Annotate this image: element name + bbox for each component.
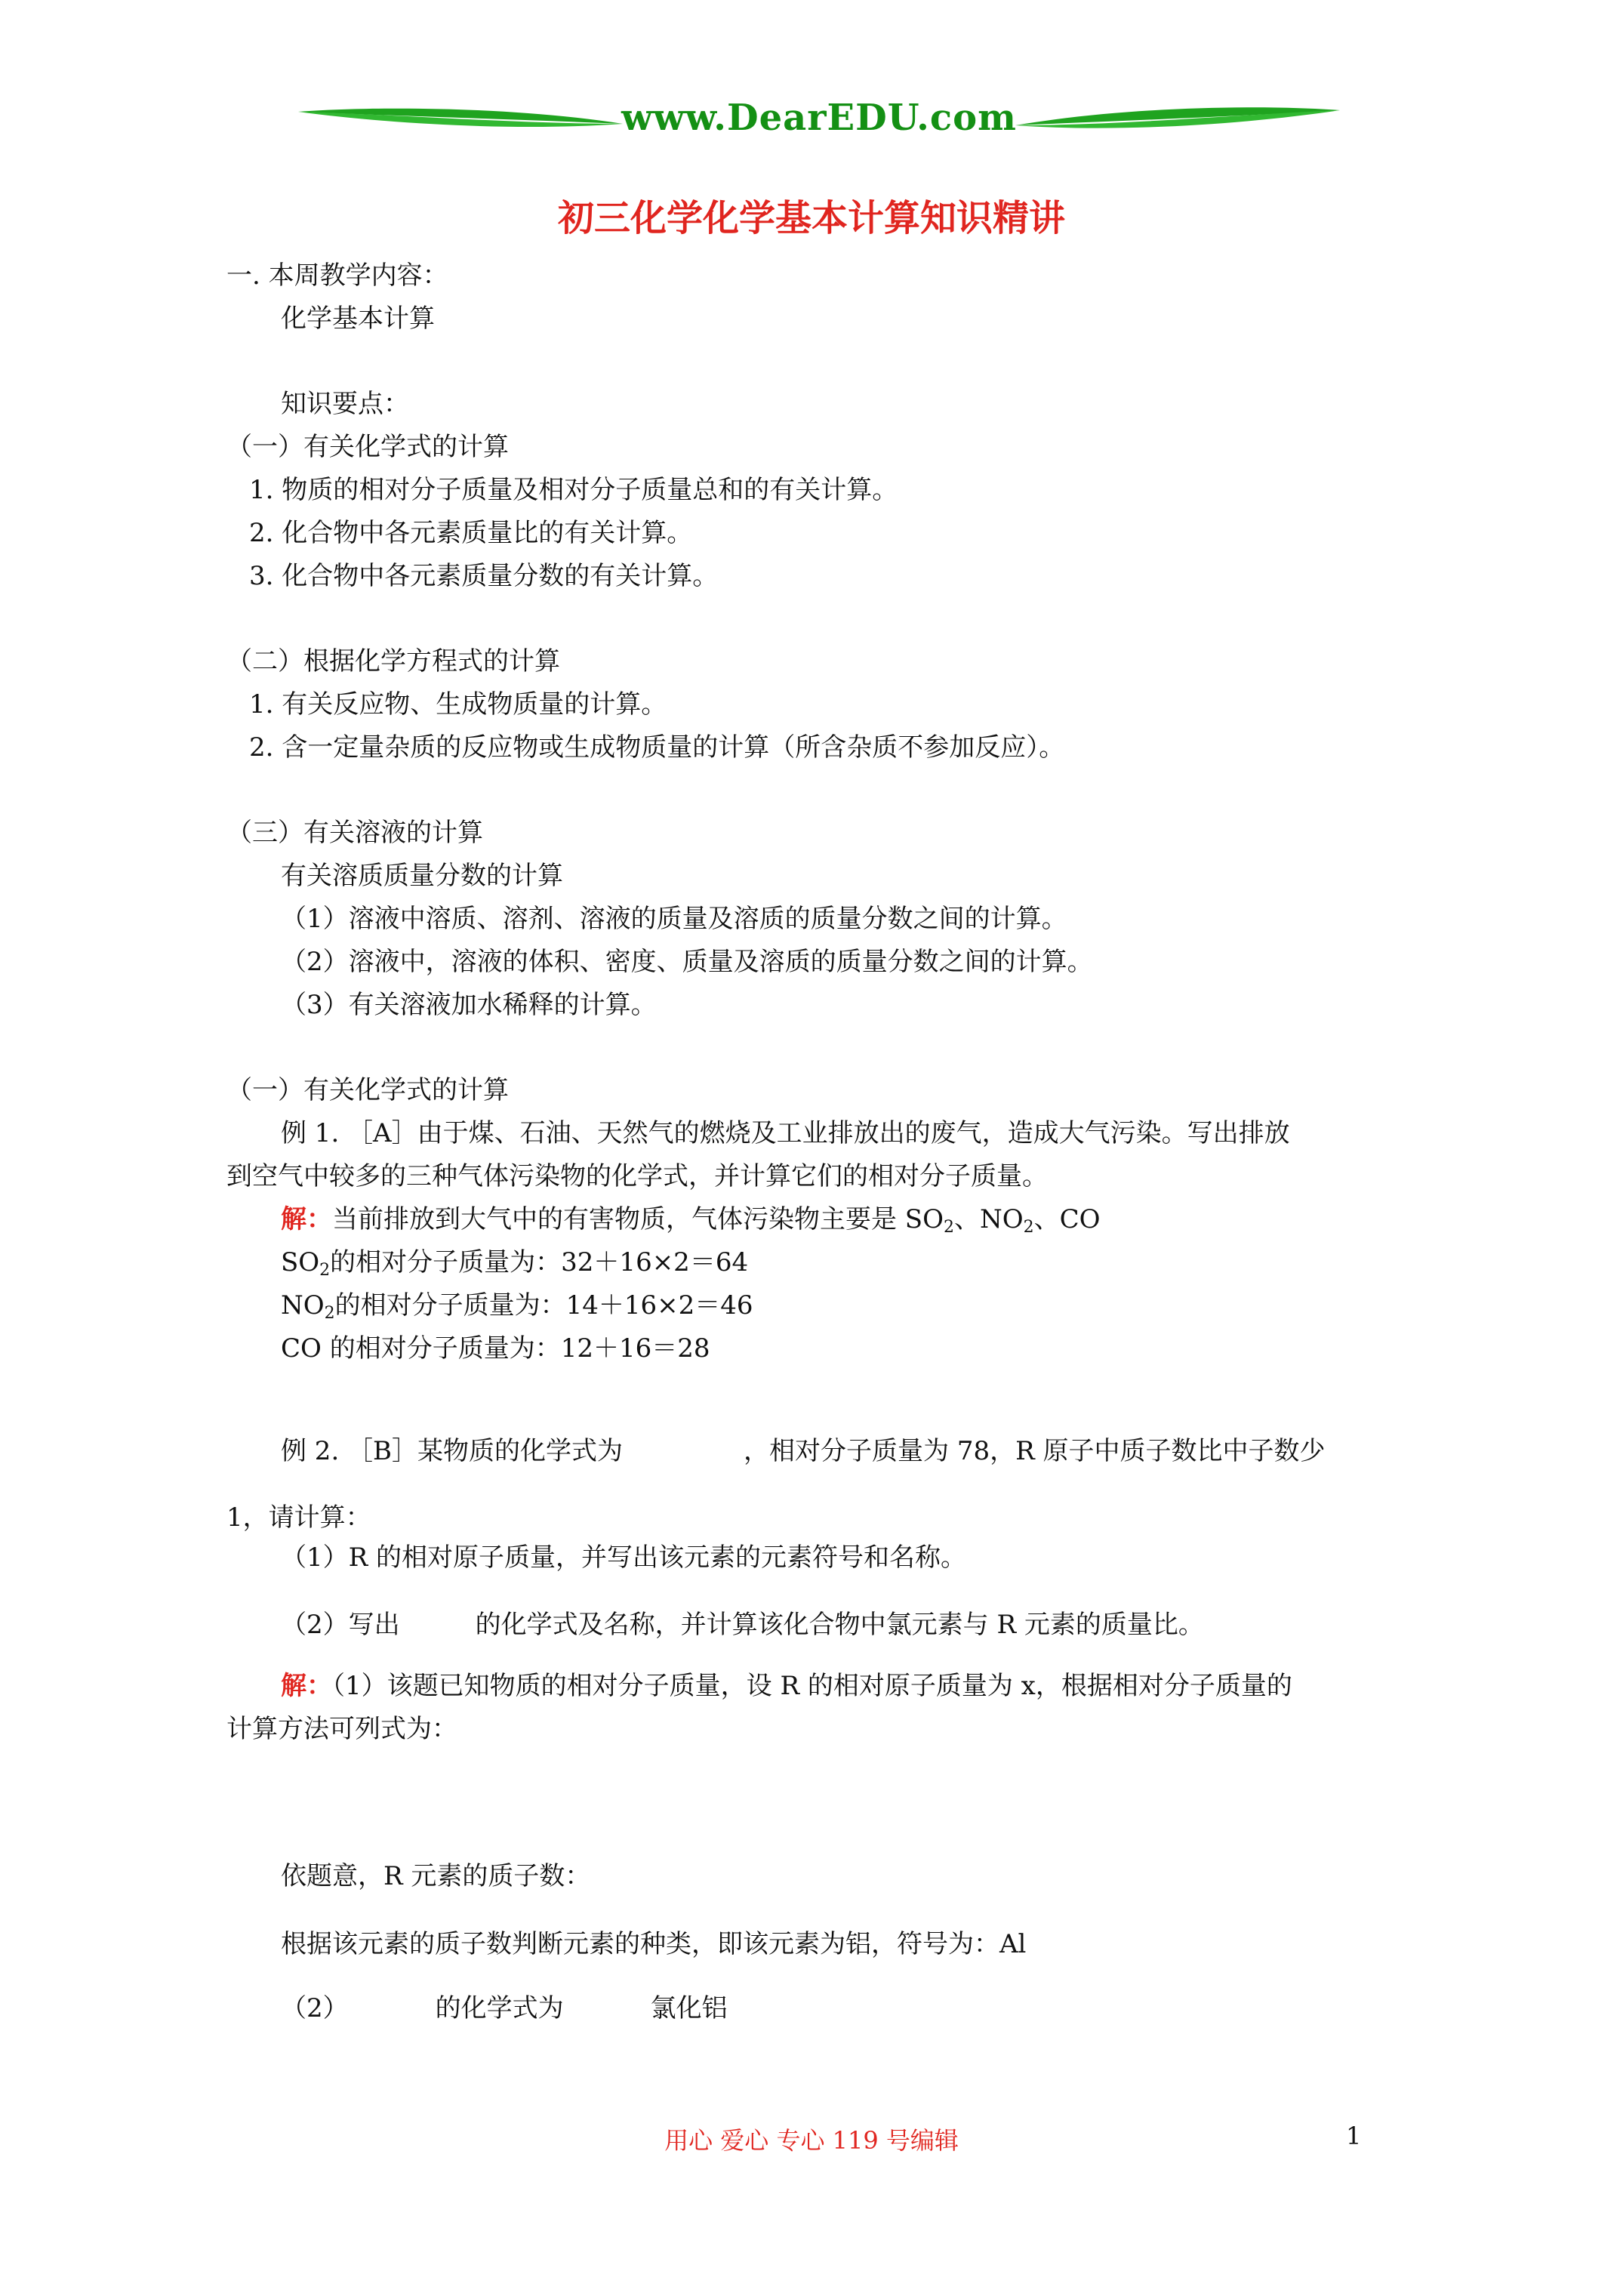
- solution-label: 解：: [281, 1204, 332, 1234]
- question-line: [281, 1610, 1204, 1640]
- list-item: （2）溶液中，溶液的体积、密度、质量及溶质的质量分数之间的计算。: [281, 947, 1093, 977]
- text-line: 化学基本计算: [281, 304, 435, 334]
- solution-label: 解：: [281, 1671, 332, 1701]
- text-line: 根据该元素的质子数判断元素的种类，即该元素为铝，符号为：Al: [281, 1929, 1027, 1959]
- subsection-heading: （一）有关化学式的计算: [226, 432, 509, 462]
- calc-text: 的相对分子质量为：32＋16×2＝64: [330, 1247, 749, 1277]
- solution-text: （1）该题已知物质的相对分子质量，设 R 的相对原子质量为 x，根据相对分子质量的: [332, 1671, 1292, 1701]
- question-part: 的化学式及名称，并计算该化合物中氯元素与 R 元素的质量比。: [475, 1610, 1204, 1640]
- example-text: [281, 1436, 1326, 1466]
- subsection-heading: （三）有关溶液的计算: [226, 818, 483, 848]
- text-part: （2）: [281, 1993, 349, 2023]
- formula: SO: [281, 1247, 320, 1277]
- solution-text: 、NO: [953, 1204, 1024, 1234]
- example-text-part: 例 2. ［B］某物质的化学式为: [281, 1436, 624, 1466]
- formula: NO: [281, 1290, 325, 1321]
- footer-text: 用心 爱心 专心 119 号编辑: [664, 2126, 959, 2155]
- subsection-heading: （二）根据化学方程式的计算: [226, 646, 560, 676]
- section-heading: 一. 本周教学内容：: [226, 260, 448, 291]
- example-text-part: ，相对分子质量为 78，R 原子中质子数比中子数少: [744, 1436, 1326, 1466]
- list-item: 1. 有关反应物、生成物质量的计算。: [249, 689, 667, 720]
- list-item: 1. 物质的相对分子质量及相对分子质量总和的有关计算。: [249, 475, 898, 505]
- calc-line: CO 的相对分子质量为：12＋16＝28: [281, 1333, 710, 1364]
- text-line: 知识要点：: [281, 389, 409, 419]
- list-item: 2. 化合物中各元素质量比的有关计算。: [249, 518, 693, 548]
- example-text: 例 1. ［A］由于煤、石油、天然气的燃烧及工业排放出的废气，造成大气污染。写出排放: [281, 1118, 1290, 1148]
- subscript: 2: [319, 1261, 331, 1280]
- calc-text: 的相对分子质量为：14＋16×2＝46: [334, 1290, 753, 1321]
- text-line: 有关溶质质量分数的计算: [281, 861, 563, 891]
- calc-line: [281, 1290, 753, 1329]
- calc-line: [281, 1247, 748, 1286]
- text-part: 的化学式为: [435, 1993, 564, 2023]
- header-banner: [291, 89, 1347, 157]
- list-item: 2. 含一定量杂质的反应物或生成物质量的计算（所含杂质不参加反应）。: [249, 732, 1065, 763]
- solution-text: 当前排放到大气中的有害物质，气体污染物主要是 SO: [332, 1204, 944, 1234]
- example-text: 到空气中较多的三种气体污染物的化学式，并计算它们的相对分子质量。: [226, 1161, 1048, 1191]
- subscript: 2: [943, 1218, 954, 1237]
- subscript: 2: [324, 1304, 335, 1323]
- example-text: 1，请计算：: [226, 1502, 371, 1533]
- solution-line: [281, 1204, 1101, 1243]
- subsection-heading: （一）有关化学式的计算: [226, 1075, 509, 1105]
- solution-text: 计算方法可列式为：: [226, 1714, 457, 1744]
- question-line: （1）R 的相对原子质量，并写出该元素的元素符号和名称。: [281, 1542, 967, 1573]
- list-item: 3. 化合物中各元素质量分数的有关计算。: [249, 561, 719, 591]
- list-item: （3）有关溶液加水稀释的计算。: [281, 990, 657, 1020]
- text-line: 依题意，R 元素的质子数：: [281, 1861, 591, 1891]
- subscript: 2: [1023, 1218, 1034, 1237]
- list-item: （1）溶液中溶质、溶剂、溶液的质量及溶质的质量分数之间的计算。: [281, 904, 1067, 934]
- text-line: [281, 1993, 728, 2023]
- solution-line: [281, 1671, 1292, 1701]
- page-number: 1: [1346, 2122, 1362, 2150]
- page-title: 初三化学化学基本计算知识精讲: [557, 197, 1065, 239]
- question-part: （2）写出: [281, 1610, 400, 1640]
- site-logo-text: www.DearEDU.com: [621, 97, 1017, 139]
- solution-text: 、CO: [1033, 1204, 1101, 1234]
- text-part: 氯化铝: [650, 1993, 728, 2023]
